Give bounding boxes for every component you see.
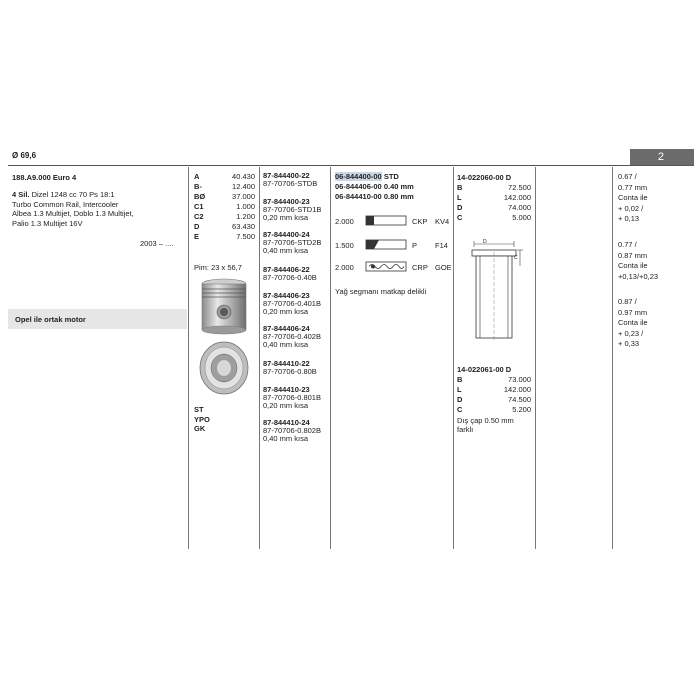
piston-part: 87-844406-24 87-70706-0.402B 0,40 mm kısa — [263, 324, 321, 349]
engine-code: 188.A9.000 Euro 4 — [12, 173, 77, 182]
protrusion-group: 0.67 / 0.77 mm Conta ile + 0,02 / + 0,13 — [618, 172, 648, 223]
dim-row: C1 1.000 — [194, 202, 255, 211]
piston-part: 87-844400-23 87-70706-STD1B 0,20 mm kısa — [263, 197, 322, 222]
dim-row: B- 12.400 — [194, 182, 255, 191]
protrusion-group: 0.87 / 0.97 mm Conta ile + 0,23 / + 0,33 — [618, 297, 648, 348]
piston-codes — [194, 405, 210, 434]
liner-dimensions: B 73.000 L 142.000 D 74.500 C 5.200 — [457, 375, 531, 414]
dim-row: A 40.430 — [194, 172, 255, 181]
piston-part: 87-844400-24 87-70706-STD2B 0,40 mm kısa — [263, 230, 322, 255]
piston-part: 87-844400-22 87-70706-STDB — [263, 171, 318, 188]
ring-row-compression: 2.000 CKP KV4 — [335, 217, 450, 226]
ring-row-second: 1.500 P F14 — [335, 241, 448, 250]
liner-code: 14-022061-00 D — [457, 365, 512, 374]
column-divider — [330, 167, 331, 549]
pin-size: Pim: 23 x 56,7 — [194, 263, 242, 272]
piston-part: 87-844410-22 87-70706-0.80B — [263, 359, 317, 376]
ring-set: 06-844406-00 0.40 mm — [335, 182, 414, 191]
liner-label-top: D — [483, 239, 487, 245]
piston-part: 87-844406-23 87-70706-0.401B 0,20 mm kısa — [263, 291, 321, 316]
engine-desc-line: Turbo Common Rail, Intercooler — [12, 199, 119, 209]
piston-image — [192, 275, 256, 405]
protrusion-group: 0.77 / 0.87 mm Conta ile +0,13/+0,23 — [618, 240, 659, 281]
piston-part: 87-844410-24 87-70706-0.802B 0,40 mm kısa — [263, 418, 321, 443]
liner-code: 14-022060-00 D — [457, 173, 512, 182]
header-divider — [8, 165, 694, 166]
piston-code: ST — [194, 405, 204, 414]
second-ring-icon — [365, 239, 407, 250]
column-divider — [453, 167, 454, 549]
ring-set: 06-844410-00 0.80 mm — [335, 192, 414, 201]
piston-code: YPO — [194, 414, 210, 424]
piston-dimensions — [194, 172, 255, 242]
column-divider — [259, 167, 260, 549]
piston-part: 87-844410-23 87-70706-0.801B 0,20 mm kısa — [263, 385, 321, 410]
liner-note: Dış çap 0.50 mm farklı — [457, 416, 514, 434]
dim-row: C2 1.200 — [194, 212, 255, 221]
ring-set: 06-844400-00 STD — [335, 172, 399, 181]
liner-label-side: C — [514, 255, 518, 261]
engine-desc-line: Albea 1.3 Multijet, Doblo 1.3 Multijet, — [12, 209, 134, 218]
column-divider — [535, 167, 536, 549]
page-number-badge: 2 — [630, 149, 694, 165]
engine-years: 2003 – .... — [140, 239, 174, 248]
oil-ring-icon — [365, 261, 407, 272]
ring-set-list — [335, 172, 414, 202]
column-divider — [188, 167, 189, 549]
dim-row: E 7.500 — [194, 232, 255, 241]
piston-part: 87-844406-22 87-70706-0.40B — [263, 265, 317, 282]
engine-note: Opel ile ortak motor — [15, 315, 86, 324]
compression-ring-icon — [365, 215, 407, 226]
ring-row-oil: 2.000 CRP GOE — [335, 263, 452, 272]
engine-desc-line: 4 Sil. Dizel 1248 cc 70 Ps 18:1 — [12, 190, 115, 199]
piston-part-list — [263, 172, 321, 454]
diameter-label: Ø 69,6 — [12, 151, 37, 160]
cylinder-liner-drawing — [460, 236, 532, 346]
liner-dimensions: B 72.500 L 142.000 D 74.000 C 5.000 — [457, 183, 531, 222]
engine-desc-line: Palio 1.3 Multijet 16V — [12, 218, 83, 228]
engine-description — [12, 190, 134, 228]
ring-note: Yağ segmanı matkap delikli — [335, 287, 427, 296]
dim-row: D 63.430 — [194, 222, 255, 231]
column-divider — [612, 167, 613, 549]
dim-row: BØ 37.000 — [194, 192, 255, 201]
piston-code: GK — [194, 424, 206, 433]
